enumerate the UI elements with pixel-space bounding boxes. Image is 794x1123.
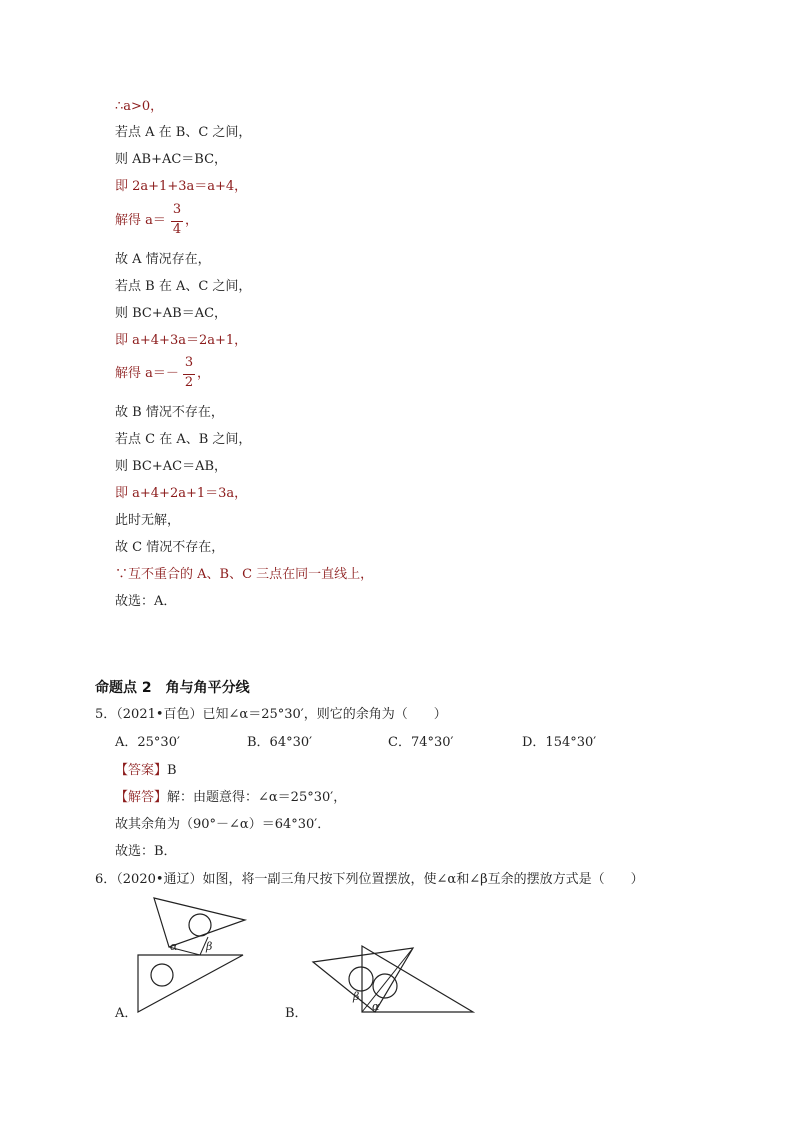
solution-line: 故 B 情况不存在， xyxy=(115,405,224,420)
ruler-hole-top xyxy=(189,914,211,936)
figure-label-b: B． xyxy=(285,1006,308,1021)
solution-line: 即 a+4+2a+1＝3a， xyxy=(115,486,248,501)
solution-line: 即 a+4+3a＝2a+1， xyxy=(115,333,248,348)
solution-line: 则 BC+AB＝AC， xyxy=(115,306,228,321)
figure-a xyxy=(120,892,260,1022)
q5-option-a: A．25°30′ xyxy=(115,735,180,750)
solution-line: ∵互不重合的 A、B、C 三点在同一直线上， xyxy=(115,567,374,582)
beta-label-b: β xyxy=(353,990,360,1003)
solve-line-1: 解得 a＝ xyxy=(115,213,166,228)
triangle-ruler-bottom xyxy=(138,955,243,1012)
solution-line: 若点 B 在 A、C 之间， xyxy=(115,279,252,294)
alpha-label-b: α xyxy=(372,1000,380,1013)
solution-line: 故 A 情况存在， xyxy=(115,252,211,267)
q5-option-c: C．74°30′ xyxy=(388,735,454,750)
q5-conclusion: 故选：B． xyxy=(115,844,177,859)
ruler-hole-1 xyxy=(349,967,373,991)
solve-line-1-suffix: ， xyxy=(185,213,199,228)
solve-line-2: 解得 a＝－ xyxy=(115,366,179,381)
q5-option-b: B．64°30′ xyxy=(247,735,313,750)
triangle-ruler-1 xyxy=(313,948,413,1012)
solution-line: 若点 A 在 B、C 之间， xyxy=(115,125,252,140)
solution-line: 此时无解， xyxy=(115,513,181,528)
solution-line: 故选：A． xyxy=(115,594,177,609)
solve-line-2-suffix: ， xyxy=(197,366,211,381)
solution-line: 则 BC+AC＝AB， xyxy=(115,459,228,474)
solution-line: 若点 C 在 A、B 之间， xyxy=(115,432,252,447)
q5-step2: 故其余角为（90°－∠α）＝64°30′． xyxy=(115,817,331,832)
q5-analysis: 【解答】解：由题意得：∠α＝25°30′， xyxy=(115,790,347,805)
figure-b xyxy=(305,938,475,1068)
alpha-label-a: α xyxy=(170,940,178,953)
solution-line: 则 AB+AC＝BC， xyxy=(115,152,228,167)
q5-answer: 【答案】B xyxy=(115,763,177,778)
q5-stem: 5．（2021•百色）已知∠α＝25°30′，则它的余角为（ ） xyxy=(95,707,447,722)
solution-line: ∴a>0， xyxy=(115,99,164,114)
triangle-ruler-top xyxy=(154,898,245,947)
q5-option-d: D．154°30′ xyxy=(522,735,597,750)
beta-label-a: β xyxy=(206,940,213,953)
ruler-hole-bottom xyxy=(151,964,173,986)
solution-line: 即 2a+1+3a＝a+4， xyxy=(115,179,248,194)
solution-line: 故 C 情况不存在， xyxy=(115,540,225,555)
q6-stem: 6．（2020•通辽）如图，将一副三角尺按下列位置摆放，使∠α和∠β互余的摆放方式是（ ） xyxy=(95,872,644,887)
figure-label-a: A． xyxy=(115,1006,138,1021)
section-heading: 命题点 2 角与角平分线 xyxy=(95,680,250,696)
